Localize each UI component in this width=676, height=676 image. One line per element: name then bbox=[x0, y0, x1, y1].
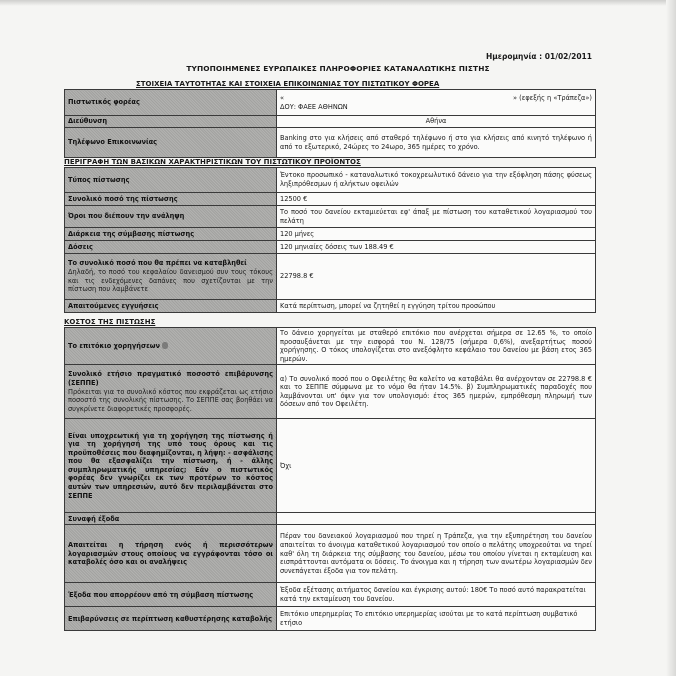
row-label: Όροι που διέπουν την ανάληψη bbox=[65, 206, 277, 228]
row-value: Κατά περίπτωση, μπορεί να ζητηθεί η εγγύηση τρίτου προσώπου bbox=[277, 300, 596, 313]
row-value: 120 μηνιαίες δόσεις των 188.49 € bbox=[277, 241, 596, 254]
table-row bbox=[65, 90, 596, 116]
row-label: Δόσεις bbox=[65, 241, 277, 254]
row-value: Όχι bbox=[277, 419, 596, 513]
table-row bbox=[65, 128, 596, 158]
identity-table bbox=[64, 89, 596, 158]
document-date: Ημερομηνία : 01/02/2011 bbox=[486, 52, 592, 61]
table-row bbox=[65, 607, 596, 631]
row-value: Επιτόκιο υπερημερίας Το επιτόκιο υπερημερίας ισούται με το κατά περίπτωση συμβατικό ετήσιο bbox=[277, 607, 596, 631]
creditor-name-open-quote: « bbox=[280, 93, 285, 102]
row-label bbox=[65, 365, 277, 419]
row-label-main: Το συνολικό ποσό που θα πρέπει να καταβληθεί bbox=[68, 259, 247, 268]
table-row bbox=[65, 193, 596, 206]
table-row bbox=[65, 228, 596, 241]
section-heading-identity: ΣΤΟΙΧΕΙΑ ΤΑΥΤΟΤΗΤΑΣ ΚΑΙ ΣΤΟΙΧΕΙΑ ΕΠΙΚΟΙΝΩΝΙΑΣ ΤΟΥ ΠΙΣΤΩΤΙΚΟΥ ΦΟΡΕΑ bbox=[136, 80, 440, 88]
row-label: Έξοδα που απορρέουν από τη σύμβαση πίστωσης bbox=[65, 583, 277, 607]
scan-shadow-right bbox=[666, 0, 676, 676]
row-label: Τύπος πίστωσης bbox=[65, 168, 277, 193]
row-value: Banking στο για κλήσεις από σταθερό τηλέφωνο ή στο για κλήσεις από κινητό τηλέφωνο ή από το εξωτερικό, 24ώρες το 24ωρο, 365 ημέρες το χρόνο. bbox=[277, 128, 596, 158]
table-row bbox=[65, 168, 596, 193]
row-label-explanation: Πρόκειται για το συνολικό κόστος που εκφράζεται ως ετήσιο ποσοστό της συνολικής πίστωσης. Το ΣΕΠΠΕ σας βοηθάει να συγκρίνετε διαφορετικές προσφορές. bbox=[68, 387, 273, 413]
row-value: 22798.8 € bbox=[277, 254, 596, 300]
table-row bbox=[65, 254, 596, 300]
section-heading-product: ΠΕΡΙΓΡΑΦΗ ΤΩΝ ΒΑΣΙΚΩΝ ΧΑΡΑΚΤΗΡΙΣΤΙΚΩΝ ΤΟΥ ΠΙΣΤΩΤΙΚΟΥ ΠΡΟΪΟΝΤΟΣ bbox=[64, 158, 361, 166]
row-value: 120 μήνες bbox=[277, 228, 596, 241]
row-label: Είναι υποχρεωτική για τη χορήγηση της πίστωσης ή για τη χορήγησή της υπό τους όρους και τις προϋποθέσεις που διαφημίζονται, η λήψη: - ασφάλισης που θα εξασφαλίζει την πίστωση, ή - άλλης συμπληρωματικής υπηρεσίας; Εάν ο πιστωτικός φορέας δεν γνωρίζει εκ των προτέρων το κόστος αυτών των υπηρεσιών, αυτό δεν περιλαμβάνεται στο ΣΕΠΠΕ bbox=[65, 419, 277, 513]
table-row bbox=[65, 300, 596, 313]
row-value: Το ποσό του δανείου εκταμιεύεται εφ' άπαξ με πίστωση του καταθετικού λογαριασμού του πελάτη bbox=[277, 206, 596, 228]
section-heading-cost: ΚΟΣΤΟΣ ΤΗΣ ΠΙΣΤΩΣΗΣ bbox=[64, 318, 156, 326]
creditor-alias: » (εφεξής η «Τράπεζα») bbox=[513, 93, 592, 102]
row-label: Συναφή έξοδα bbox=[65, 513, 277, 525]
table-row bbox=[65, 525, 596, 583]
row-value bbox=[277, 90, 596, 116]
scan-blot bbox=[162, 342, 168, 349]
row-value: Αθήνα bbox=[277, 116, 596, 128]
row-label: Απαιτούμενες εγγυήσεις bbox=[65, 300, 277, 313]
row-label-explanation: Δηλαδή, το ποσό του κεφαλαίου δανεισμού συν τους τόκους και τις ενδεχόμενες δαπάνες που σχετίζονται με την πίστωση που λαμβάνετε bbox=[68, 267, 273, 294]
row-value: α) Το συνολικό ποσό που ο Οφειλέτης θα καλείτο να καταβάλει θα ανέρχονταν σε 22798.8 € και το ΣΕΠΠΕ σύμφωνα με το νόμο θα ήταν 14.5%. β) Συμπληρωματικές παραδοχές που λαμβάνονται υπ' όψιν για τον υπολογισμό: έτος 365 ημερών, εμπρόθεσμη πληρωμή των δόσεων από τον Οφειλέτη. bbox=[277, 365, 596, 419]
table-row bbox=[65, 583, 596, 607]
table-row bbox=[65, 513, 596, 525]
document-title: ΤΥΠΟΠΟΙΗΜΕΝΕΣ ΕΥΡΩΠΑΙΚΕΣ ΠΛΗΡΟΦΟΡΙΕΣ ΚΑΤΑΝΑΛΩΤΙΚΗΣ ΠΙΣΤΗΣ bbox=[186, 64, 490, 73]
table-row bbox=[65, 241, 596, 254]
table-row bbox=[65, 206, 596, 228]
row-value bbox=[277, 513, 596, 525]
table-row bbox=[65, 419, 596, 513]
row-label: Διεύθυνση bbox=[65, 116, 277, 128]
row-value: 12500 € bbox=[277, 193, 596, 206]
row-value: Το δάνειο χορηγείται με σταθερό επιτόκιο που ανέρχεται σήμερα σε 12.65 %, το οποίο προσαυξάνεται με την εισφορά του Ν. 128/75 (σήμερα 0,6%), ανεξαρτήτως ποσού χορήγησης. Ο τόκος υπολογίζεται στο ανεξόφλητο κεφάλαιο του δανείου με βάση ετος 365 ημερών. bbox=[277, 328, 596, 365]
cost-table bbox=[64, 327, 596, 631]
row-label bbox=[65, 328, 277, 365]
product-table bbox=[64, 167, 596, 313]
row-label: Απαιτείται η τήρηση ενός ή περισσότερων λογαριασμών στους οποίους να εγγράφονται τόσο οι καταβολές όσο και οι αναλήψεις bbox=[65, 525, 277, 583]
scan-shadow-top bbox=[0, 0, 676, 6]
row-label: Τηλέφωνο Επικοινωνίας bbox=[65, 128, 277, 158]
creditor-tax-office: ΔΟΥ: ΦΑΕΕ ΑΘΗΝΩΝ bbox=[280, 102, 348, 111]
row-label-text: Το επιτόκιο χορηγήσεων bbox=[68, 341, 161, 350]
table-row bbox=[65, 116, 596, 128]
row-value: Έντοκο προσωπικό - καταναλωτικό τοκοχρεωλυτικό δάνειο για την εξόφληση πάσης φύσεως ληξιπρόθεσμων ή αλήκτων οφειλών bbox=[277, 168, 596, 193]
row-label: Επιβαρύνσεις σε περίπτωση καθυστέρησης καταβολής bbox=[65, 607, 277, 631]
row-label-main: Συνολικό ετήσιο πραγματικό ποσοστό επιβάρυνσης (ΣΕΠΠΕ) bbox=[68, 370, 273, 387]
row-label bbox=[65, 254, 277, 300]
row-value: Έξοδα εξέτασης αιτήματος δανείου και έγκρισης αυτού: 180€ Το ποσό αυτό παρακρατείται κατά την εκταμίευση του δανείου. bbox=[277, 583, 596, 607]
table-row bbox=[65, 328, 596, 365]
row-label: Πιστωτικός φορέας bbox=[65, 90, 277, 116]
table-row bbox=[65, 365, 596, 419]
row-value: Πέραν του δανειακού λογαριασμού που τηρεί η Τράπεζα, για την εξυπηρέτηση του δανείου απαιτείται το άνοιγμα καταθετικού λογαριασμού τον οποίο ο πελάτης υποχρεούται να τηρεί καθ' όλη τη διάρκεια της σύμβασης του δανείου, μέσω του οποίου γίνεται η εκταμίευση και εισπράττονται αυτόματα οι δόσεις. Το άνοιγμα και η τήρηση των ανωτέρω λογαριασμών δεν συνεπάγεται έξοδα για τον πελάτη. bbox=[277, 525, 596, 583]
row-label: Διάρκεια της σύμβασης πίστωσης bbox=[65, 228, 277, 241]
row-label: Συνολικό ποσό της πίστωσης bbox=[65, 193, 277, 206]
